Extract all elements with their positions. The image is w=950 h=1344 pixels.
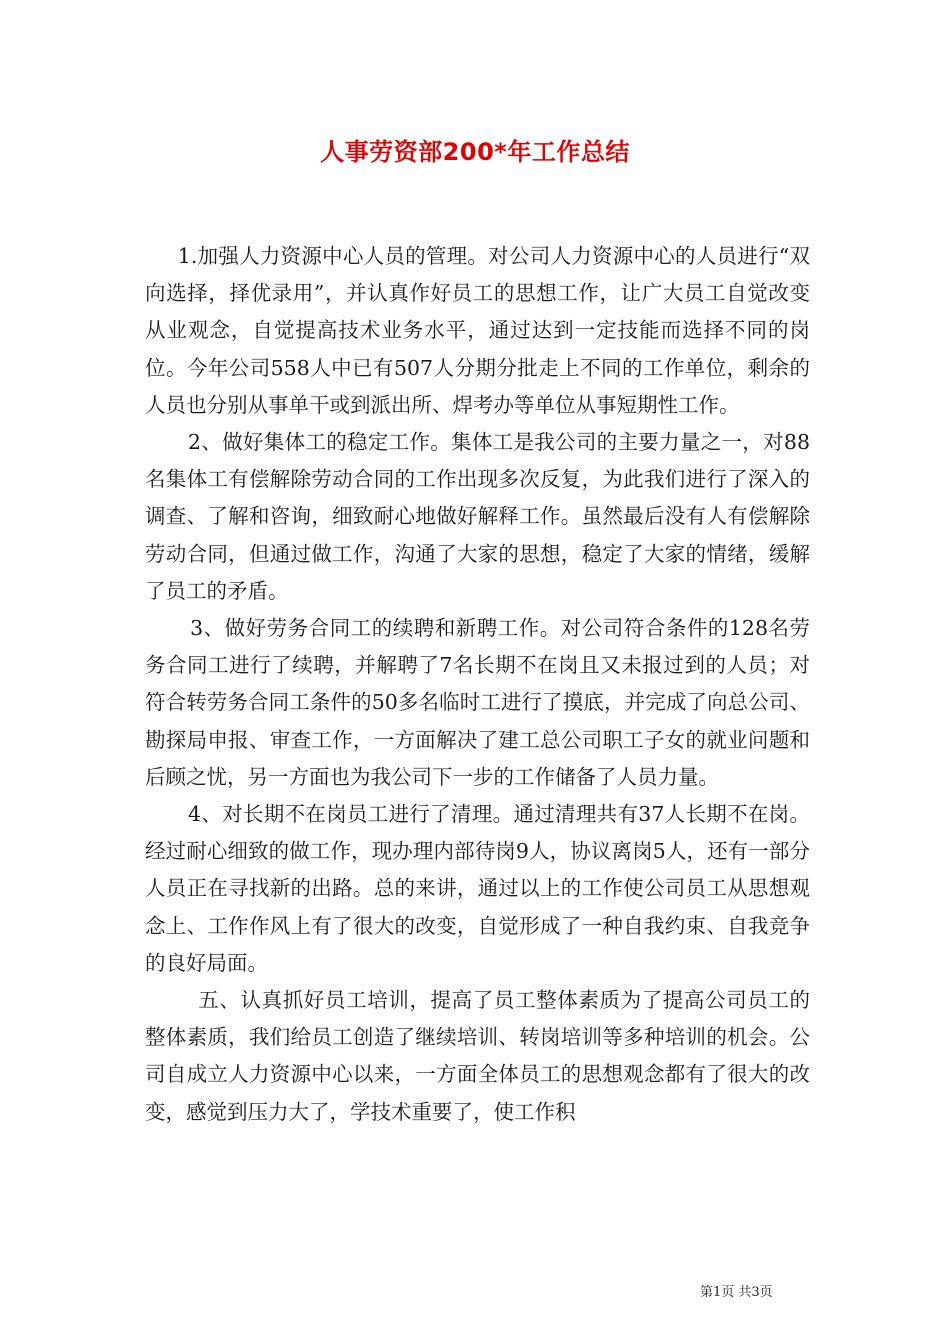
paragraph-3: 3、做好劳务合同工的续聘和新聘工作。对公司符合条件的128名劳务合同工进行了续聘，并解聘了7名长期不在岗且又未报过到的人员；对符合转劳务合同工条件的50多名临时工进行了摸底，并完成了向总公司、勘探局申报、审查工作，一方面解决了建工总公司职工子女的就业问题和后顾之忧，另一方面也为我公司下一步的工作储备了人员力量。: [145, 616, 810, 789]
page-number-footer: 第1页 共3页: [700, 1285, 773, 1300]
paragraph-5: 五、认真抓好员工培训，提高了员工整体素质为了提高公司员工的整体素质，我们给员工创造了继续培训、转岗培训等多种培训的机会。公司自成立人力资源中心以来，一方面全体员工的思想观念都有了很大的改变，感觉到压力大了，学技术重要了，使工作积: [145, 988, 810, 1124]
paragraph-1: 1.加强人力资源中心人员的管理。对公司人力资源中心的人员进行“双向选择，择优录用”，并认真作好员工的思想工作，让广大员工自觉改变从业观念，自觉提高技术业务水平，通过达到一定技能而选择不同的岗位。今年公司558人中已有507人分期分批走上不同的工作单位，剩余的人员也分别从事单干或到派出所、焊考办等单位从事短期性工作。: [145, 244, 810, 417]
document-body: [145, 238, 810, 1131]
paragraph-4: 4、对长期不在岗员工进行了清理。通过清理共有37人长期不在岗。经过耐心细致的做工作，现办理内部待岗9人，协议离岗5人，还有一部分人员正在寻找新的出路。总的来讲，通过以上的工作使公司员工从思想观念上、工作作风上有了很大的改变，自觉形成了一种自我约束、自我竞争的良好局面。: [145, 802, 810, 975]
document-title: 人事劳资部200*年工作总结: [320, 138, 630, 166]
paragraph-2: 2、做好集体工的稳定工作。集体工是我公司的主要力量之一，对88名集体工有偿解除劳动合同的工作出现多次反复，为此我们进行了深入的调查、了解和咨询，细致耐心地做好解释工作。虽然最后没有人有偿解除劳动合同，但通过做工作，沟通了大家的思想，稳定了大家的情绪，缓解了员工的矛盾。: [145, 430, 810, 603]
